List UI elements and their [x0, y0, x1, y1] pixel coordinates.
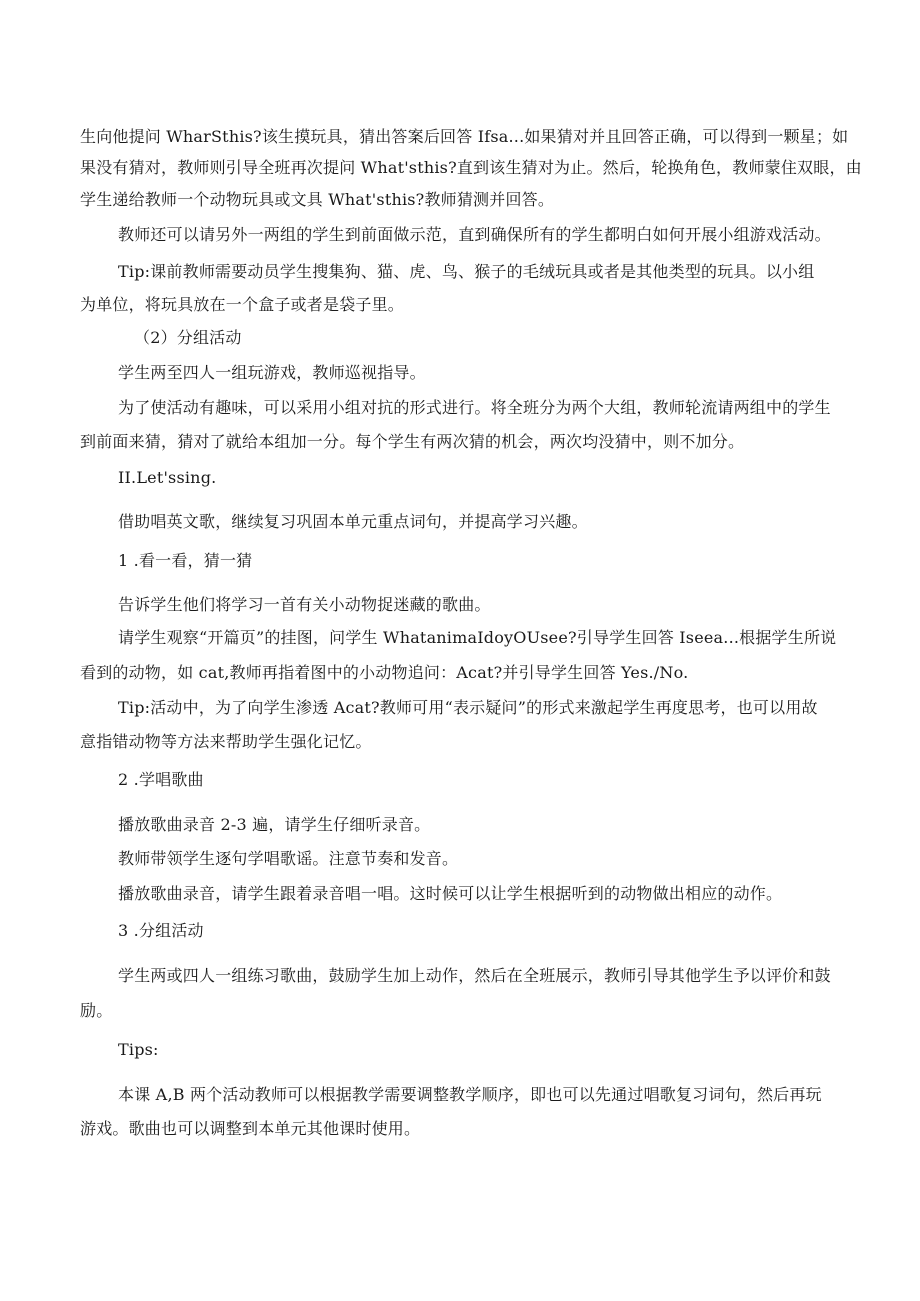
- paragraph-line: 果没有猜对，教师则引导全班再次提问 What'sthis?直到该生猜对为止。然后，轮换角色，教师蒙住双眼，由: [80, 158, 862, 177]
- section-heading: II.Let'ssing.: [118, 468, 217, 487]
- paragraph-line: 学生两或四人一组练习歌曲，鼓励学生加上动作，然后在全班展示，教师引导其他学生予以评价和鼓: [118, 966, 831, 985]
- tip-line: 意指错动物等方法来帮助学生强化记忆。: [80, 732, 372, 751]
- section-heading: 1 .看一看，猜一猜: [118, 551, 253, 570]
- paragraph-line: 学生两至四人一组玩游戏，教师巡视指导。: [118, 363, 426, 382]
- paragraph-line: 播放歌曲录音 2-3 遍，请学生仔细听录音。: [118, 815, 431, 834]
- section-heading: Tips:: [118, 1040, 159, 1059]
- paragraph-line: 教师带领学生逐句学唱歌谣。注意节奏和发音。: [118, 849, 459, 868]
- section-heading: 3 .分组活动: [118, 921, 204, 940]
- paragraph-line: 到前面来猜，猜对了就给本组加一分。每个学生有两次猜的机会，两次均没猜中，则不加分。: [80, 432, 745, 451]
- paragraph-line: 播放歌曲录音，请学生跟着录音唱一唱。这时候可以让学生根据听到的动物做出相应的动作。: [118, 884, 783, 903]
- tip-line: Tip:活动中，为了向学生渗透 Acat?教师可用“表示疑问”的形式来激起学生再度思考，也可以用故: [118, 698, 818, 717]
- paragraph-line: 励。: [80, 1001, 113, 1020]
- paragraph-line: 告诉学生他们将学习一首有关小动物捉迷藏的歌曲。: [118, 595, 491, 614]
- paragraph-line: 看到的动物，如 cat,教师再指着图中的小动物追问：Acat?并引导学生回答 Yes./No.: [80, 663, 689, 682]
- section-heading: 2 .学唱歌曲: [118, 770, 204, 789]
- tip-line: 为单位，将玩具放在一个盒子或者是袋子里。: [80, 295, 405, 314]
- tip-line: Tip:课前教师需要动员学生搜集狗、猫、虎、鸟、猴子的毛绒玩具或者是其他类型的玩具。以小组: [118, 262, 815, 281]
- paragraph-line: 请学生观察“开篇页”的挂图，问学生 WhatanimaIdoyOUsee?引导学生回答 Iseea...根据学生所说: [118, 628, 837, 647]
- section-heading: （2）分组活动: [134, 328, 242, 347]
- paragraph-line: 游戏。歌曲也可以调整到本单元其他课时使用。: [80, 1119, 421, 1138]
- paragraph-line: 教师还可以请另外一两组的学生到前面做示范，直到确保所有的学生都明白如何开展小组游戏活动。: [118, 225, 831, 244]
- paragraph-line: 学生递给教师一个动物玩具或文具 What'sthis?教师猜测并回答。: [80, 190, 555, 209]
- paragraph-line: 借助唱英文歌，继续复习巩固本单元重点词句，并提高学习兴趣。: [118, 512, 588, 531]
- paragraph-line: 为了使活动有趣味，可以采用小组对抗的形式进行。将全班分为两个大组，教师轮流请两组中的学生: [118, 398, 831, 417]
- paragraph-line: 本课 A,B 两个活动教师可以根据教学需要调整教学顺序，即也可以先通过唱歌复习词句，然后再玩: [118, 1085, 822, 1104]
- paragraph-line: 生向他提问 WharSthis?该生摸玩具，猜出答案后回答 Ifsa...如果猜对并且回答正确，可以得到一颗星；如: [80, 127, 849, 146]
